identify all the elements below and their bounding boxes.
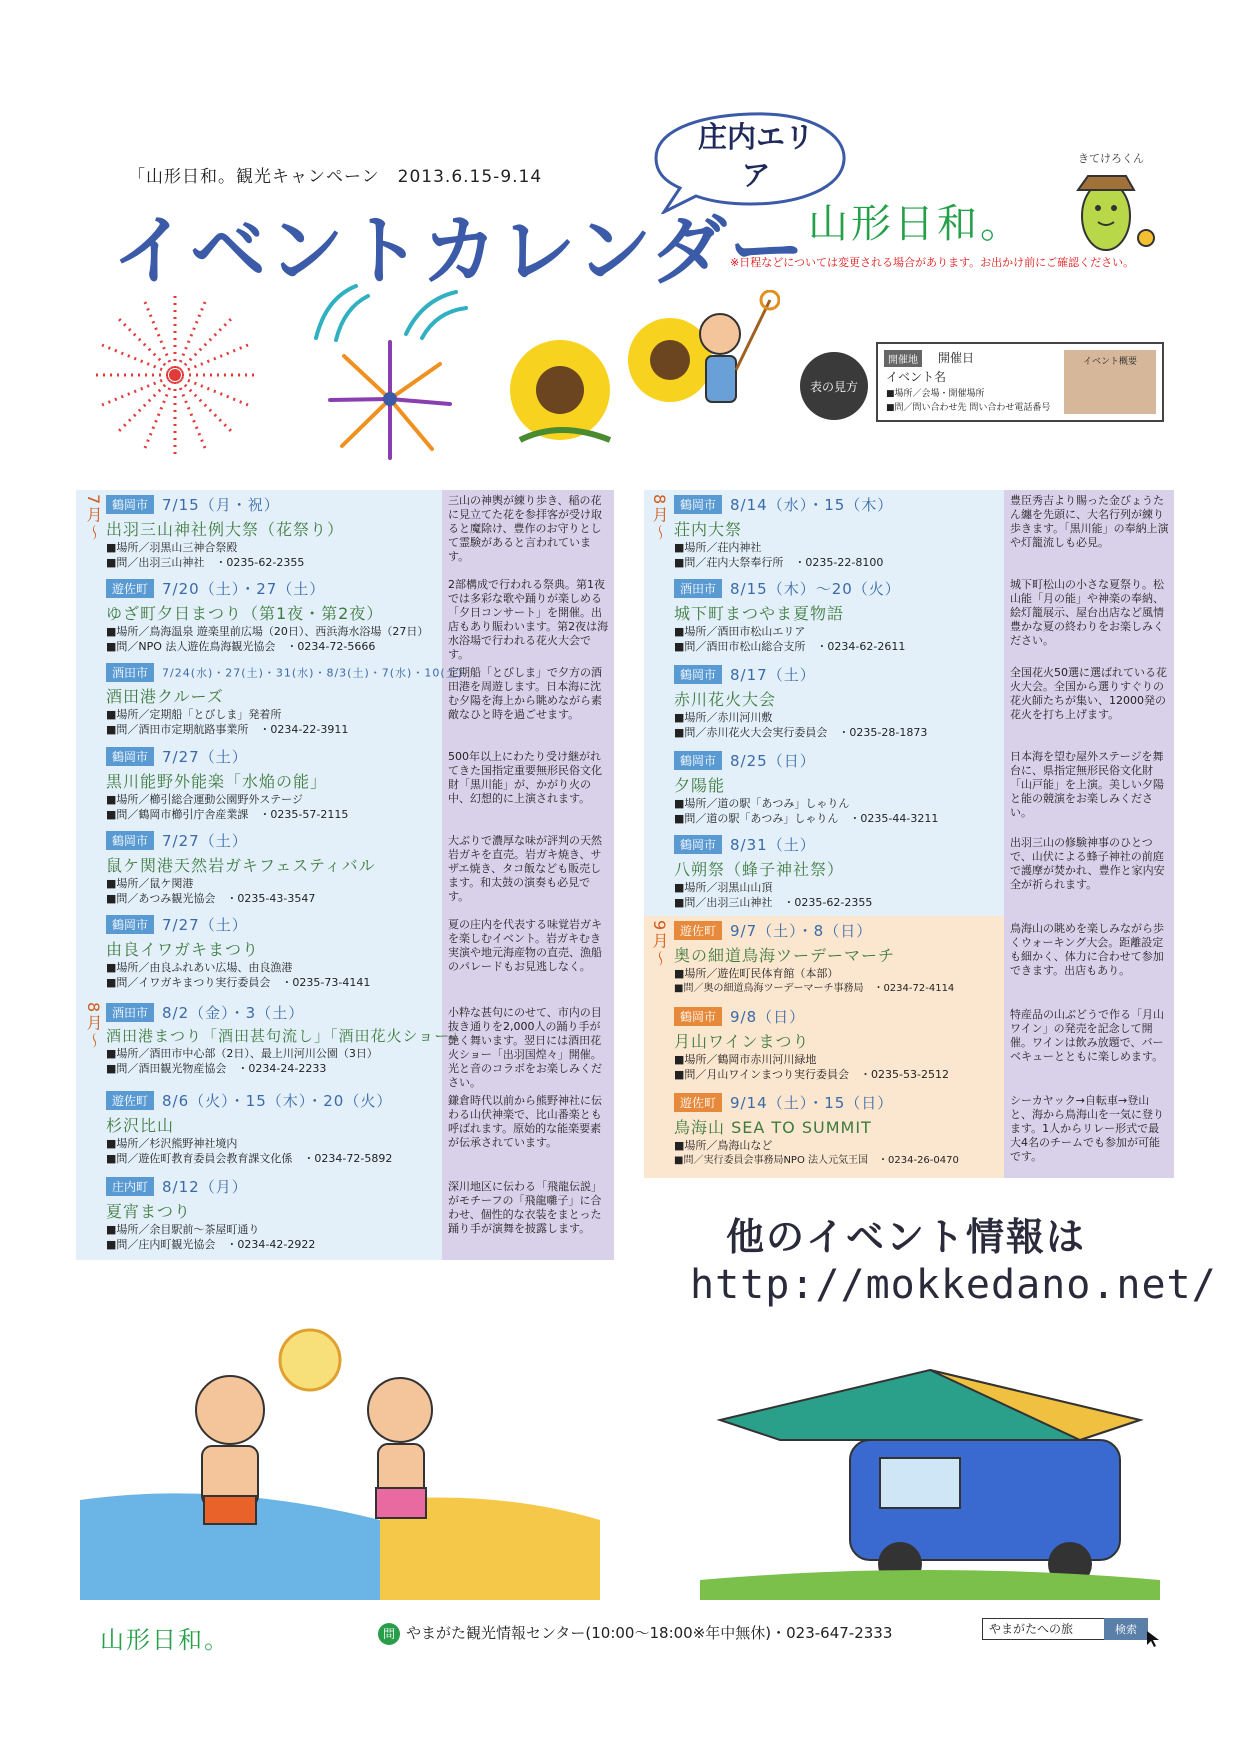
event-inquiry: ■問／赤川花火大会実行委員会 ・0235-28-1873: [674, 726, 928, 739]
footer-brand: 山形日和。: [100, 1626, 230, 1654]
area-label: 庄内エリア: [697, 120, 814, 192]
event-description: 特産品の山ぶどうで作る「月山ワイン」の発売を記念して開催。ワインは飲み放題で、バーベキューとともに楽しめます。: [1010, 1008, 1164, 1063]
event-place: ■場所／鼠ケ関港: [106, 877, 194, 890]
event-inquiry: ■問／道の駅「あつみ」しゃりん ・0235-44-3211: [674, 812, 939, 825]
event-description: 鎌倉時代以前から熊野神社に伝わる山伏神楽で、比山番楽とも呼ばれます。原始的な能楽要素が伝承されています。: [448, 1094, 602, 1149]
event-name: 荘内大祭: [674, 520, 743, 539]
event-inquiry: ■問／あつみ観光協会 ・0235-43-3547: [106, 892, 316, 905]
event-place: ■場所／杉沢熊野神社境内: [106, 1137, 238, 1150]
event-place: ■場所／酒田市中心部（2日）、最上川河川公園（3日）: [106, 1047, 378, 1060]
event-description: 小粋な甚句にのせて、市内の目抜き通りを2,000人の踊り手が艶く舞います。翌日には酒田花火ショー「出羽国煌々」開催。光と音のコラボをお楽しみください。: [448, 1006, 602, 1089]
month-label-september: 9月～: [650, 920, 669, 969]
event-description: 定期船「とびしま」で夕方の酒田港を周遊します。日本海に沈む夕陽を海上から眺めながら素敵なひと時を過ごせます。: [448, 666, 602, 721]
event-date: 7/15（月・祝）: [162, 496, 280, 514]
inquiry-icon: 問: [378, 1623, 400, 1645]
event-tag: 遊佐町: [106, 1091, 154, 1110]
event-name: 鼠ケ関港天然岩ガキフェスティバル: [106, 856, 376, 875]
event-place: ■場所／荘内神社: [674, 541, 762, 554]
event-name: 月山ワインまつり: [674, 1032, 810, 1051]
legend-name: イベント名: [886, 370, 947, 384]
event-name: 黒川能野外能楽「水焔の能」: [106, 772, 328, 791]
footer-inquiry-text: やまがた観光情報センター(10:00～18:00※年中無休)・023-647-2333: [406, 1624, 893, 1642]
event-date: 8/2（金）・3（土）: [162, 1004, 305, 1022]
event-description: 全国花火50選に選ばれている花火大会。全国から選りすぐりの花火師たちが集い、12000発の花火を打ち上げます。: [1010, 666, 1167, 721]
event-inquiry: ■問／出羽三山神社 ・0235-62-2355: [106, 556, 305, 569]
event-place: ■場所／鶴岡市赤川河川緑地: [674, 1053, 817, 1066]
legend-note: イベント概要: [1064, 350, 1156, 414]
legend-place: ■場所／会場・開催場所: [886, 389, 985, 399]
event-place: ■場所／羽黒山三神合祭殿: [106, 541, 238, 554]
event-inquiry: ■問／遊佐町教育委員会教育課文化係 ・0234-72-5892: [106, 1152, 393, 1165]
event-tag: 庄内町: [106, 1177, 154, 1196]
event-description: 鳥海山の眺めを楽しみながら歩くウォーキング大会。距離設定も細かく、体力に合わせて参加できます。出店もあり。: [1010, 922, 1164, 977]
event-tag: 鶴岡市: [674, 495, 722, 514]
event-item: [106, 830, 376, 906]
event-inquiry: ■問／酒田市松山総合支所 ・0234-62-2611: [674, 640, 906, 653]
event-description: 日本海を望む屋外ステージを舞台に、県指定無形民俗文化財「山戸能」を上演。美しい夕陽と能の競演をお楽しみください。: [1010, 750, 1164, 819]
beach-kids-illustration: [80, 1300, 600, 1600]
event-item: [674, 750, 938, 826]
event-inquiry: ■問／酒田観光物産協会 ・0234-24-2233: [106, 1062, 327, 1075]
event-name: 城下町まつやま夏物語: [674, 604, 845, 623]
month-label-july: 7月～: [84, 494, 103, 543]
event-name: 鳥海山 SEA TO SUMMIT: [674, 1118, 872, 1137]
event-description: 深川地区に伝わる「飛龍伝説」がモチーフの「飛龍囃子」に合わせ、個性的な衣装をまとった踊り手が演舞を披露します。: [448, 1180, 602, 1235]
event-item: [106, 662, 463, 737]
event-date: 7/27（土）: [162, 748, 248, 766]
event-item: [674, 1092, 959, 1168]
event-item: [674, 494, 893, 570]
event-item: [674, 1006, 949, 1082]
event-tag: 鶴岡市: [674, 751, 722, 770]
event-inquiry: ■問／イワガキまつり実行委員会 ・0235-73-4141: [106, 976, 371, 989]
event-tag: 鶴岡市: [106, 747, 154, 766]
event-inquiry: ■問／NPO 法人遊佐鳥海観光協会 ・0234-72-5666: [106, 640, 376, 653]
event-date: 8/12（月）: [162, 1178, 248, 1196]
firework-red-icon: [90, 290, 260, 460]
event-date: 7/27（土）: [162, 916, 248, 934]
event-place: ■場所／定期船「とびしま」発着所: [106, 708, 282, 721]
event-name: 出羽三山神社例大祭（花祭り）: [106, 520, 345, 539]
event-name: 杉沢比山: [106, 1116, 175, 1135]
search-input[interactable]: やまがたへの旅: [982, 1618, 1106, 1640]
event-item: [106, 1090, 392, 1166]
event-description: シーカヤック→自転車→登山と、海から鳥海山を一気に登ります。1人からリレー形式で最大4名のチームでも参加が可能です。: [1010, 1094, 1164, 1163]
event-tag: 鶴岡市: [106, 915, 154, 934]
legend-inquiry: ■問／問い合わせ先 問い合わせ電話番号: [886, 403, 1051, 413]
event-tag: 鶴岡市: [674, 1007, 722, 1026]
event-item: [106, 1176, 315, 1252]
event-tag: 鶴岡市: [674, 665, 722, 684]
event-place: ■場所／羽黒山山頂: [674, 881, 773, 894]
event-item: [674, 834, 872, 910]
month-label-august: 8月～: [84, 1002, 103, 1051]
event-description: 出羽三山の修験神事のひとつで、山伏による蜂子神社の前庭で護摩が焚かれ、豊作と家内安全が祈られます。: [1010, 836, 1165, 891]
event-date: 8/14（水）・15（木）: [730, 496, 894, 514]
campaign-text: 「山形日和。観光キャンペーン 2013.6.15-9.14: [128, 167, 543, 187]
event-tag: 鶴岡市: [106, 495, 154, 514]
event-inquiry: ■問／奥の細道鳥海ツーデーマーチ事務局 ・0234-72-4114: [674, 983, 955, 994]
event-inquiry: ■問／実行委員会事務局NPO 法人元気王国 ・0234-26-0470: [674, 1155, 959, 1166]
legend-date: 開催日: [938, 351, 975, 365]
event-name: 奥の細道鳥海ツーデーマーチ: [674, 946, 896, 965]
event-inquiry: ■問／荘内大祭奉行所 ・0235-22-8100: [674, 556, 884, 569]
brand-logo: 山形日和。: [808, 201, 1023, 247]
event-description: 城下町松山の小さな夏祭り。松山能「月の能」や神楽の奉納、絵灯籠展示、屋台出店など風情豊かな夏の終わりをお楽しみください。: [1010, 578, 1164, 647]
event-name: 八朔祭（蜂子神社祭）: [674, 860, 845, 879]
event-place: ■場所／鳥海温泉 遊楽里前広場（20日）、西浜海水浴場（27日）: [106, 625, 429, 638]
event-name: 酒田港まつり「酒田甚句流し」「酒田花火ショー」: [106, 1027, 467, 1045]
event-date: 9/8（日）: [730, 1008, 806, 1026]
page-title: イベントカレンダー: [112, 206, 807, 295]
event-place: ■場所／余目駅前～茶屋町通り: [106, 1223, 260, 1236]
sunflower-boy-illustration: [500, 290, 780, 460]
event-description: 夏の庄内を代表する味覚岩ガキを楽しむイベント。岩ガキむき実演や地元海産物の直売、漁船のパレードもお見逃しなく。: [448, 918, 602, 973]
event-tag: 鶴岡市: [674, 835, 722, 854]
event-date: 9/7（土）・8（日）: [730, 922, 873, 940]
legend-tag: 開催地: [884, 350, 922, 367]
event-inquiry: ■問／出羽三山神社 ・0235-62-2355: [674, 896, 873, 909]
event-item: [106, 578, 428, 654]
event-place: ■場所／赤川河川敷: [674, 711, 773, 724]
event-name: 由良イワガキまつり: [106, 940, 260, 959]
event-item: [674, 664, 927, 740]
event-item: [106, 494, 344, 570]
event-item: [106, 1002, 466, 1076]
other-events-heading: 他のイベント情報は: [726, 1215, 1087, 1259]
event-date: 8/17（土）: [730, 666, 816, 684]
legend-label: 表の見方: [800, 352, 868, 420]
event-tag: 遊佐町: [674, 1093, 722, 1112]
event-place: ■場所／櫛引総合運動公園野外ステージ: [106, 793, 303, 806]
legend-box: [876, 342, 1164, 422]
website-link[interactable]: http://mokkedano.net/: [690, 1262, 1217, 1308]
month-label-august-right: 8月～: [650, 494, 669, 543]
event-name: 酒田港クルーズ: [106, 687, 224, 706]
firework-teal-icon: [296, 278, 476, 348]
event-description: 2部構成で行われる祭典。第1夜では多彩な歌や踊りが楽しめる「夕日コンサート」を開催。出店もあり賑わいます。第2夜は海水浴場で行われる花火大会です。: [448, 578, 609, 661]
mascot-name: きてけろくん: [1078, 152, 1144, 165]
footer-inquiry: [378, 1622, 892, 1645]
event-item: [106, 914, 370, 990]
event-date: 9/14（土）・15（日）: [730, 1094, 894, 1112]
event-description: 大ぶりで濃厚な味が評判の天然岩ガキを直売。岩ガキ焼き、サザエ焼き、タコ飯なども販売します。和太鼓の演奏も必見です。: [448, 834, 602, 903]
event-date: 8/15（木）～20（火）: [730, 580, 901, 598]
firework-purple-icon: [320, 334, 460, 464]
event-description: 三山の神輿が練り歩き、稲の花に見立てた花を参拝客が受け取ると魔除け、豊作のお守りとして霊験があると言われています。: [448, 494, 602, 563]
event-item: [674, 578, 905, 654]
mascot-icon: [1070, 164, 1160, 256]
event-tag: 酒田市: [106, 663, 154, 682]
event-date: 7/24(水)・27(土)・31(水)・8/3(土)・7(水)・10(土): [162, 666, 463, 680]
event-place: ■場所／由良ふれあい広場、由良漁港: [106, 961, 293, 974]
event-place: ■場所／酒田市松山エリア: [674, 625, 806, 638]
event-date: 8/25（日）: [730, 752, 816, 770]
event-place: ■場所／遊佐町民体育館（本部）: [674, 967, 839, 980]
event-date: 7/27（土）: [162, 832, 248, 850]
event-tag: 遊佐町: [106, 579, 154, 598]
event-name: 赤川花火大会: [674, 690, 777, 709]
event-place: ■場所／鳥海山など: [674, 1139, 773, 1152]
event-description: 500年以上にわたり受け継がれてきた国指定重要無形民俗文化財「黒川能」が、かがり火の中、幻想的に上演されます。: [448, 750, 602, 805]
tent-van-illustration: [700, 1360, 1160, 1600]
event-tag: 酒田市: [674, 579, 722, 598]
notice-text: ※日程などについては変更される場合があります。お出かけ前にご確認ください。: [730, 256, 1135, 269]
event-inquiry: ■問／庄内町観光協会 ・0234-42-2922: [106, 1238, 316, 1251]
search-button[interactable]: 検索: [1104, 1618, 1148, 1640]
event-inquiry: ■問／鶴岡市櫛引庁舎産業課 ・0235-57-2115: [106, 808, 349, 821]
cursor-icon: [1146, 1630, 1162, 1648]
event-place: ■場所／道の駅「あつみ」しゃりん: [674, 797, 850, 810]
event-date: 7/20（土）・27（土）: [162, 580, 326, 598]
event-tag: 遊佐町: [674, 921, 722, 940]
event-date: 8/6（火）・15（木）・20（火）: [162, 1092, 393, 1110]
event-date: 8/31（土）: [730, 836, 816, 854]
event-inquiry: ■問／酒田市定期航路事業所 ・0234-22-3911: [106, 723, 349, 736]
event-description: 豊臣秀吉より賜った金びょうたん纏を先頭に、大名行列が練り歩きます。「黒川能」の奉納上演や灯籠流しも必見。: [1010, 494, 1169, 549]
event-tag: 酒田市: [106, 1003, 154, 1022]
event-name: 夕陽能: [674, 776, 726, 795]
event-name: 夏宵まつり: [106, 1202, 192, 1221]
event-inquiry: ■問／月山ワインまつり実行委員会 ・0235-53-2512: [674, 1068, 949, 1081]
event-tag: 鶴岡市: [106, 831, 154, 850]
event-item: [106, 746, 348, 822]
event-name: ゆざ町夕日まつり（第1夜・第2夜）: [106, 604, 384, 623]
event-item: [674, 920, 954, 996]
